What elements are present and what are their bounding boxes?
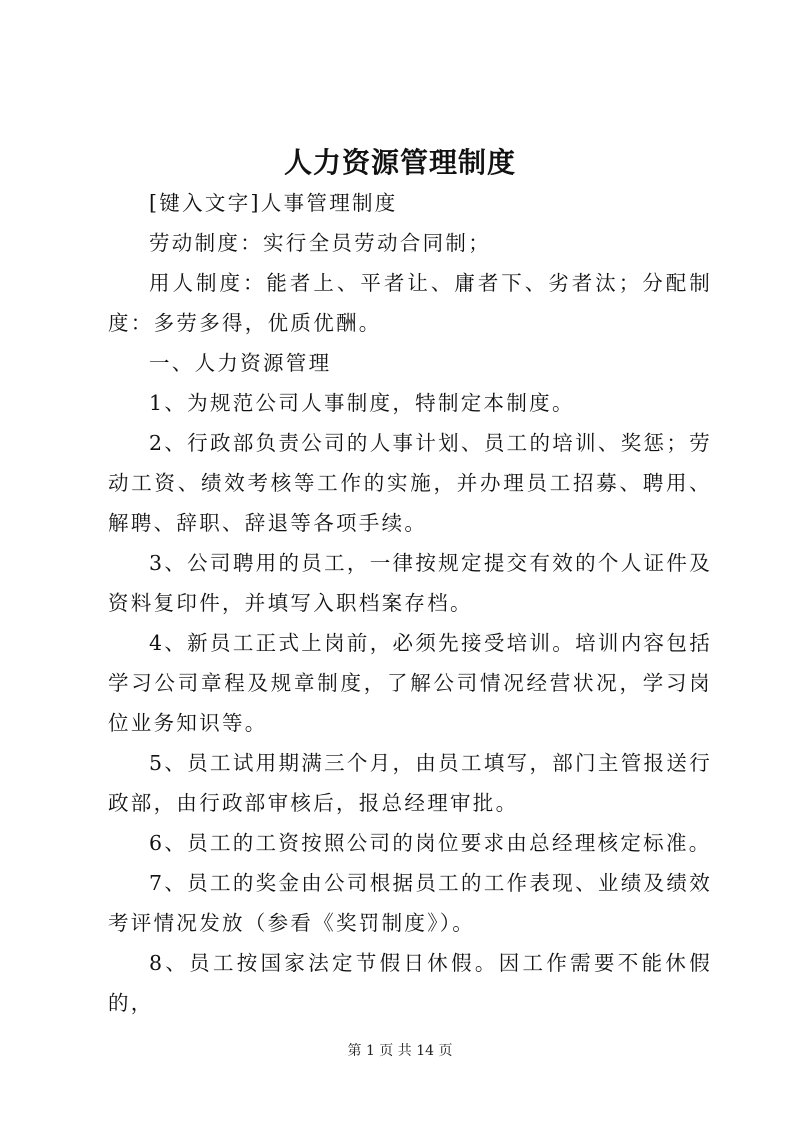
paragraph-item-5: 5、员工试用期满三个月，由员工填写，部门主管报送行政部，由行政部审核后，报总经理审批。 [108,751,712,815]
paragraph-item-7: 7、员工的奖金由公司根据员工的工作表现、业绩及绩效考评情况发放（参看《奖罚制度》）。 [108,871,712,935]
paragraph-item-8: 8、员工按国家法定节假日休假。因工作需要不能休假的， [108,951,712,1015]
paragraph-employment-system: 用人制度：能者上、平者让、庸者下、劣者汰；分配制度：多劳多得，优质优酬。 [108,271,712,335]
paragraph-item-3: 3、公司聘用的员工，一律按规定提交有效的个人证件及资料复印件，并填写入职档案存档。 [108,551,712,615]
paragraph-intro: [键入文字]人事管理制度 [149,191,398,215]
paragraph-labor-system: 劳动制度：实行全员劳动合同制； [149,231,491,255]
document-title: 人力资源管理制度 [283,146,516,179]
section-heading: 一、人力资源管理 [149,351,332,375]
paragraph-item-1: 1、为规范公司人事制度，特制定本制度。 [149,391,575,415]
paragraph-item-6: 6、员工的工资按照公司的岗位要求由总经理核定标准。 [149,831,712,855]
page-number-footer: 第 1 页 共 14 页 [347,1043,453,1059]
paragraph-item-4: 4、新员工正式上岗前，必须先接受培训。培训内容包括学习公司章程及规章制度，了解公司情况经营状况，学习岗位业务知识等。 [108,631,712,735]
paragraph-item-2: 2、行政部负责公司的人事计划、员工的培训、奖惩；劳动工资、绩效考核等工作的实施，并办理员工招募、聘用、解聘、辞职、辞退等各项手续。 [108,431,712,535]
document-body [108,183,712,1023]
